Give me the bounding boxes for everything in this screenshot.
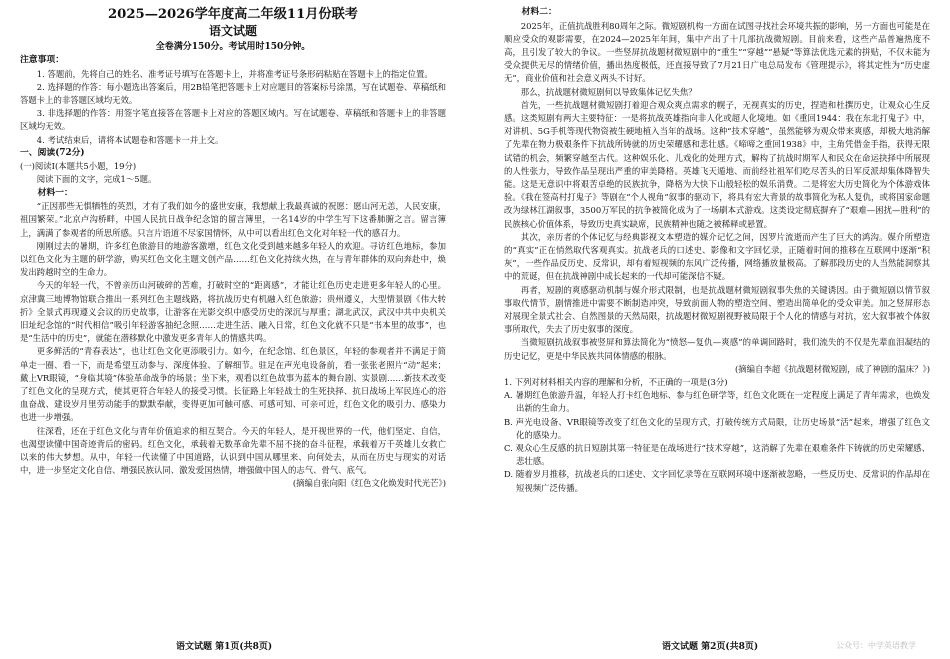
material-1-paragraph: “正因那些无惧牺牲的英烈，才有了我们如今的盛世安康，我想献上我最真诚的祝愿：愿山河无恙，人民安康，祖国繁荣。”北京卢沟桥畔，中国人民抗日战争纪念馆的留言簿里，一名14岁的中学生写下这番肺腑之言。留言簿上，满满了参观者的所思所感。只言片语道不尽家国情怀，从中可以看出红色文化对年轻一代的感召力。 (20, 201, 446, 238)
question-1-option-d: D. 随着岁月推移，抗战老兵的口述史、文字回忆录等在互联网环境中逐渐被忽略，一些反历史、反常识的作品却在短视频广泛传播。 (504, 469, 930, 493)
page-2-footer: 语文试题 第2页(共8页) (662, 642, 759, 652)
question-1-option-c: C. 观众心生反感的抗日短剧其第一特征是在战场进行“技术穿越”，这消解了先辈在艰难条件下铸就的历史荣耀感、悲壮感。 (504, 443, 930, 467)
notice-heading: 注意事项： (20, 55, 64, 65)
watermark-text: 公众号：中学英语教学 (836, 641, 916, 650)
material-2-paragraph: 2025年，正值抗战胜利80周年之际。微短剧机构一方面在试图寻找社会环境共振的影响，另一方面也可能是在顺应受众的观影需要，在2024—2025年年间，集中产出了十几部抗战微短剧。目前来看，这些产品普遍热度不高，且引发了较大的争议。一些竖屏抗战题材微短剧中的“重生”“穿越”“悬疑”等算法优选元素的拼贴，不仅未能为受众提供无尽的情绪价值，播出热度极低，还直接导致了7月21日广电总局发布《管理提示》，将其定性为“历史虚无”，商业价值和社会意义两头不讨好。 (504, 20, 930, 84)
page-1-footer: 语文试题 第1页(共8页) (176, 642, 273, 652)
material-2-paragraph: 那么，抗战题材微短剧何以导致集体记忆失焦？ (520, 86, 697, 97)
material-1-label: 材料一： (37, 187, 73, 198)
exam-subject: 语文试题 (208, 24, 257, 38)
material-2-paragraph: 再者，短剧的爽感驱动机制与媒介形式限制，也是抗战题材微短剧叙事失焦的关键诱因。由于微短剧以情节叙事取代情节，剧情推进中需要不断制造冲突，导致前面人物的塑造空间、塑造出简单化的受众审美。加之竖屏形态对展现全景式社会、自然图景的天然局限，抗战题材微短剧视野被局限于个人化的情感与对抗，宏大叙事被个体叙事所取代，失去了历史叙事的深度。 (504, 284, 930, 335)
page-2-column (504, 6, 930, 636)
exam-title: 2025—2026学年度高二年级11月份联考 (107, 7, 358, 22)
notice-item: 3. 非选择题的作答：用签字笔直接答在答题卡上对应的答题区域内。写在试题卷、草稿纸和答题卡上的非答题区域均无效。 (20, 108, 446, 132)
material-2-source: (摘编自李超《抗战题材微短剧，成了神剧的温床？》) (735, 363, 930, 374)
question-1-option-a: A. 暑期红色旅游升温，年轻人打卡红色地标、参与红色研学等，红色文化既在一定程度上满足了青年需求，也焕发出新的生命力。 (504, 390, 930, 414)
material-2-paragraph: 首先，一些抗战题材微短剧打着迎合观众爽点需求的幌子，无视真实的历史，捏造和杜撰历史，让观众心生反感。这类短剧有两大主要特征：一是将抗战英雄指向非人化或超人化境地。如《重回1944：我在东北打鬼子》中，对讲机、5G手机等现代物资被生硬地植入当年的战场。这种“技术穿越”，虽然能够为观众带来爽感，却极大地消解了先辈在物力极艰条件下抗战所铸就的历史荣耀感和悲壮感。《啼啼之重回1938》中，主角凭借金手指，获得无限试错的机会，频繁穿越至古代。这种娱乐化、儿戏化的处理方式，解构了抗战时期军人和民众在命运抉择中所展现的人性张力，导致作品呈现出严重的审美降格。英雄飞天遁地、而前经社祖军们吃尽苦头的日军反派却集体降智失能。这是无意识中将艰苦卓绝的民族抗争，降格为大快下山般轻松的娱乐消费。二是将宏大历史简化为个体游戏体验。《我在签高村打鬼子》等剧在“个人视角”叙事的驱动下，将具有宏大背景的故事简化为私人复仇，或将国家命题改为绿林江湖叙事，3500万军民的抗争被简化成为了一场刷本式游戏。这类设定彻底摒弃了“艰难—困扰—胜利”的民族核心价值体系，导致历史真实缺席，民族精神也随之被稀释或悬置。 (504, 99, 930, 229)
subsection-heading: (一)阅读Ⅰ(本题共5小题，19分) (20, 161, 137, 172)
material-1-paragraph: 今天的年轻一代，不曾亲历山河破碎的苦难，打破时空的“距离感”，才能让红色历史走进更多年轻人的心里。京津冀三地博物馆联合推出一系列红色主题线路，将抗战历史有机融入红色旅游；贵州遵义，大型情景剧《伟大转折》全景式再现遵义会议的历史故事，让游客在光影交织中感受历史的深沉与厚重；湖北武汉，武汉中共中央机关旧址纪念馆的“时代相信”吸引年轻游客抽纪念照……走进生活、融入日常，红色文化就不只是“书本里的故事”，也是“生活中的历史”，就能在潜移默化中激发更多青年人的情感共鸣。 (20, 280, 446, 344)
material-1-paragraph: 往深看，还在于红色文化与青年价值追求的相互契合。今天的年轻人，是开视世界的一代，他们坚定、自信，也渴望读懂中国奇迹背后的密码。红色文化，承载着无数革命先辈不屈不挠的奋斗征程，承载着万千英雄儿女救亡以来的伟大梦想。从中，年轻一代读懂了中国道路，认识到中国从哪里来、向何处去，从而在历史与现实的对话中，进一步坚定文化自信、增强民族认同、激发爱国热情，增强做中国人的志气、骨气、底气。 (20, 425, 446, 476)
material-1-source: (摘编自张向阳《红色文化焕发时代光芒》) (292, 478, 446, 489)
section-heading: 一、阅读(72分) (20, 147, 85, 158)
page-1-column (20, 6, 446, 636)
material-2-label: 材料二： (521, 7, 557, 17)
reading-instruction: 阅读下面的文字，完成1～5题。 (36, 174, 157, 185)
material-1-paragraph: 更多鲜活的“青春表达”，也让红色文化更添吸引力。如今，在纪念馆、红色景区，年轻的参观者并不满足于简单走一圈、看一下，而是希望互动参与、深度体验、了解细节。驻足在声光电设备前，看一张张老照片“动”起来；戴上VR眼镜，“身临其境”体验革命战争的场景；坐下来，观看以红色故事为蓝本的舞台剧、实景剧……新技术改变了红色文化的呈现方式，使其更符合年轻人的接受习惯。长征路上年轻战士的生死抉择、抗日战场上军民连心的浴血奋战、建设岁月里劳动能手的默默奉献，变得更加可触可感、可感可知、可亲可近，红色文化的吸引力、感染力也进一步增强。 (20, 346, 446, 423)
notice-item: 4. 考试结束后，请将本试题卷和答题卡一并上交。 (36, 134, 224, 145)
question-1-stem: 1. 下列对材料相关内容的理解和分析，不正确的一项是(3分) (504, 376, 728, 387)
material-2-paragraph: 其次，亲历者的个体记忆与经典影视文本塑造的媒介记忆之间，因罗片流逝而产生了巨大的鸿沟。媒介所塑造的“真实”正在悄然取代客观真实。抗战老兵的口述史、影像和文字回忆录，正随着时间的推移在互联网中逐渐“积灰”，一些作品反历史、反常识，却有着短视频的东风广泛传播，网络播放量极高。了解那段历史的人当然能洞察其中的荒诞，但在抗战神剧中成长起来的一代却可能深信不疑。 (504, 231, 930, 282)
exam-score-time: 全卷满分150分。考试用时150分钟。 (155, 42, 311, 52)
question-1-option-b: B. 声光电设备、VR眼镜等改变了红色文化的呈现方式，打破传统方式局限，让历史场景“活”起来，增强了红色文化的感染力。 (504, 416, 930, 440)
notice-item: 2. 选择题的作答：每小题选出答案后，用2B铅笔把答题卡上对应题目的答案标号涂黑，写在试题卷、草稿纸和答题卡上的非答题区域均无效。 (20, 81, 446, 105)
material-1-paragraph: 刚刚过去的暑期，许多红色旅游目的地游客激增，红色文化受到越来越多年轻人的欢迎。寻访红色地标，参加以红色文化为主题的研学游，购买红色文化主题文创产品……红色文化持续火热，在与青年群体的双向奔赴中，焕发出跨越时空的生命力。 (20, 240, 446, 278)
material-2-paragraph: 当微短剧抗战叙事被竖屏和算法简化为“愤怒—复仇—爽感”的单调回路时，我们流失的不仅是先辈血泪凝结的历史记忆，更是中华民族共同体情感的根脉。 (504, 337, 930, 361)
notice-item: 1. 答题前，先将自己的姓名、准考证号填写在答题卡上，并将准考证号条形码粘贴在答题卡上的指定位置。 (36, 68, 433, 79)
